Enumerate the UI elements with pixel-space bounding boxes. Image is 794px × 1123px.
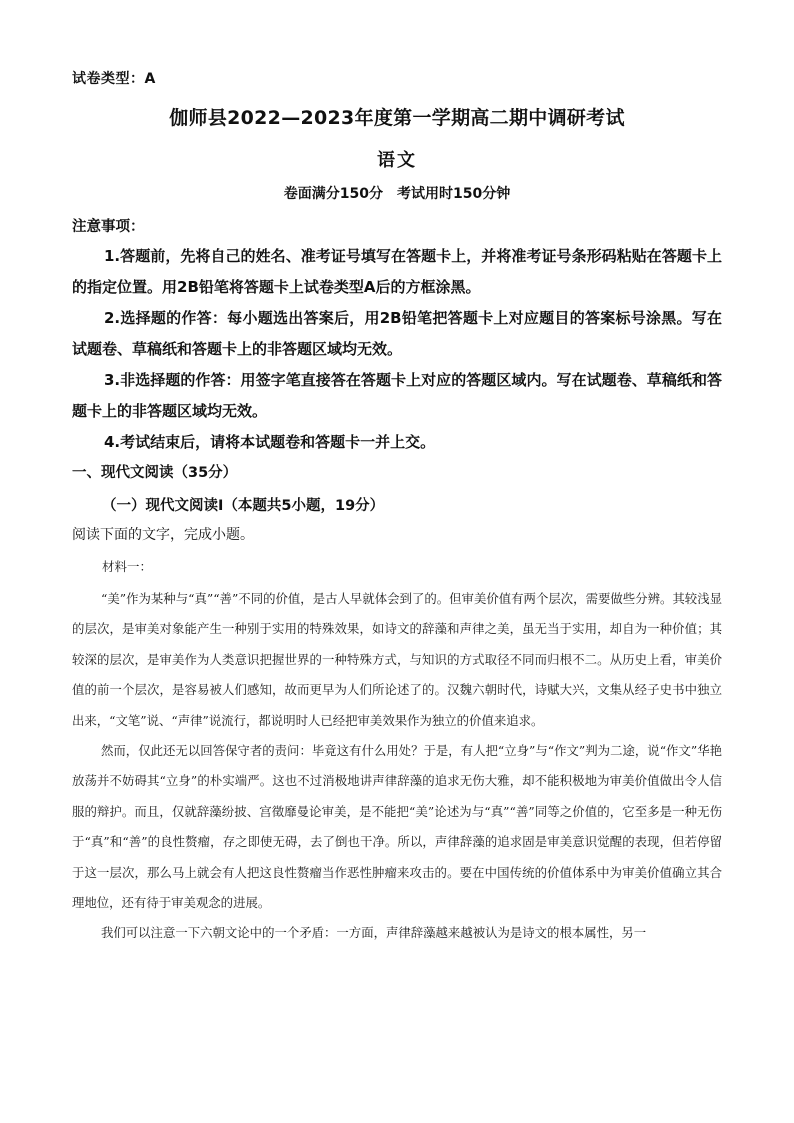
material-label: 材料一：: [102, 559, 153, 574]
score-info: 卷面满分150分 考试用时150分钟: [283, 186, 511, 202]
passage-paragraph-1: “美”作为某种与“真”“善”不同的价值，是古人早就体会到了的。但审美价值有两个层次，需要做些分辨。其较浅显的层次，是审美对象能产生一种别于实用的特殊效果，如诗文的辞藻和声律之美，虽无当于实用，却自为一种价值；其较深的层次，是审美作为人类意识把握世界的一种特殊方式，与知识的方式取径不同而归根不二。从历史上看，审美价值的前一个层次，是容易被人们感知，故而更早为人们所论述了的。汉魏六朝时代，诗赋大兴，文集从经子史书中独立出来，“文笔”说、“声律”说流行，都说明时人已经把审美效果作为独立的价值来追求。: [72, 591, 722, 728]
note-item-4: 4.考试结束后，请将本试题卷和答题卡一并上交。: [104, 433, 436, 451]
subject-title: 语文: [377, 150, 417, 171]
passage-paragraph-3: 我们可以注意一下六朝文论中的一个矛盾：一方面，声律辞藻越来越被认为是诗文的根本属性，另一: [101, 925, 647, 941]
note-item-1: 1.答题前，先将自己的姓名、准考证号填写在答题卡上，并将准考证号条形码粘贴在答题卡上的指定位置。用2B铅笔将答题卡上试卷类型A后的方框涂黑。: [72, 247, 722, 296]
exam-title: 伽师县2022—2023年度第一学期高二期中调研考试: [169, 107, 625, 129]
exam-type-label: 试卷类型：A: [72, 71, 156, 87]
notes-heading: 注意事项：: [72, 219, 145, 235]
reading-instruction: 阅读下面的文字，完成小题。: [72, 527, 254, 543]
passage-paragraph-2: 然而，仅此还无以回答保守者的责问：毕竟这有什么用处？于是，有人把“立身”与“作文”判为二途，说“作文”华艳放荡并不妨碍其“立身”的朴实端严。这也不过消极地讲声律辞藻的追求无伤大雅，却不能积极地为审美价值做出令人信服的辩护。而且，仅就辞藻纷披、宫徵靡曼论审美，是不能把“美”论述为与“真”“善”同等之价值的，它至多是一种无伤于“真”和“善”的良性赘瘤，存之即使无碍，去了倒也干净。所以，声律辞藻的追求固是审美意识觉醒的表现，但若停留于这一层次，那么马上就会有人把这良性赘瘤当作恶性肿瘤来攻击的。要在中国传统的价值体系中为审美价值确立其合理地位，还有待于审美观念的进展。: [72, 743, 722, 911]
notes-list: [72, 241, 722, 458]
subsection-title: （一）现代文阅读Ⅰ（本题共5小题，19分）: [102, 498, 385, 514]
reading-passage: [72, 584, 722, 949]
section-title: 一、现代文阅读（35分）: [72, 465, 238, 481]
note-item-3: 3.非选择题的作答：用签字笔直接答在答题卡上对应的答题区域内。写在试题卷、草稿纸和答题卡上的非答题区域均无效。: [72, 371, 722, 420]
note-item-2: 2.选择题的作答：每小题选出答案后，用2B铅笔把答题卡上对应题目的答案标号涂黑。写在试题卷、草稿纸和答题卡上的非答题区域均无效。: [72, 309, 722, 358]
